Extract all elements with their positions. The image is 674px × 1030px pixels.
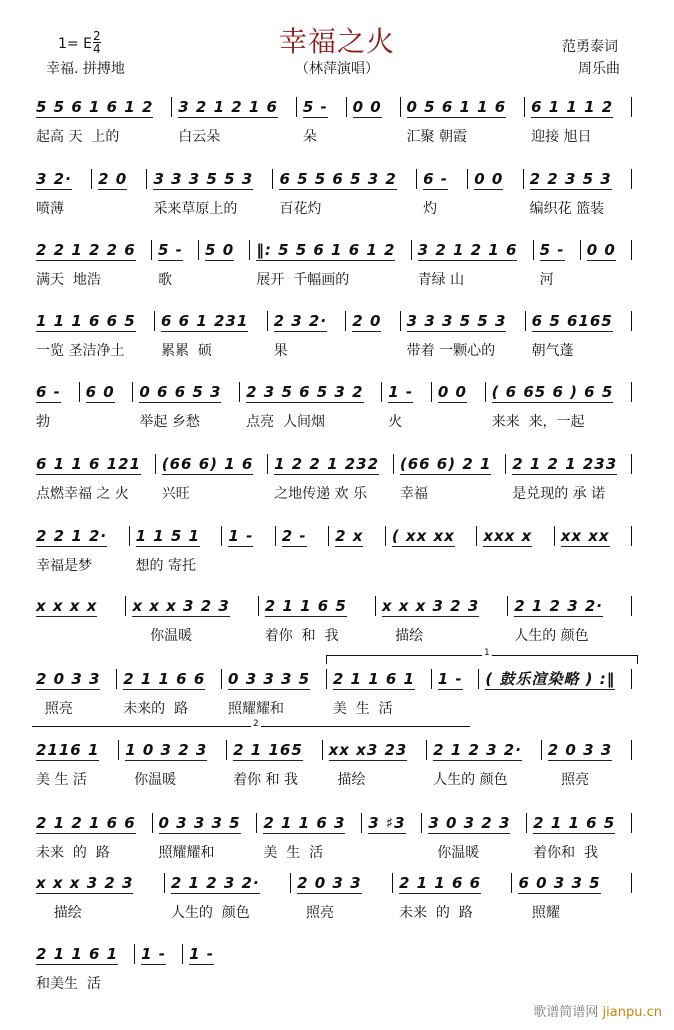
measure-lyrics [438,411,479,431]
measure [222,525,274,575]
bar-line [631,97,632,117]
measure [268,310,346,360]
measure [432,668,479,718]
measure-notes: 2 3 2· [273,312,328,330]
measure-notes: 2 0 3 3 [297,874,362,892]
measure-notes: 2 1 1 6 1 [36,945,119,963]
measure-notes: 6 1 1 1 2 [531,98,614,116]
measure-lyrics: 起高 天 上的 [36,129,120,145]
measure-lyrics: 火 [388,414,403,430]
measure [135,943,182,993]
measure-lyrics: 照耀耀和 [228,701,285,717]
measure-lyrics: 点燃幸福 之 火 [36,486,129,502]
bar-line [631,669,632,689]
measure-notes: 5 - [302,98,328,116]
measure [394,453,505,503]
measure-lyrics [438,698,473,718]
measure [525,96,631,146]
measure [329,525,385,575]
measure-notes: ( 6 65 6 ) 6 5 [491,383,614,401]
measure-notes: 2 0 3 3 [36,670,101,688]
bar-line [631,382,632,402]
measure-notes: 6 0 [85,383,115,401]
measure-lyrics: 喷薄 [36,201,64,217]
bar-line [631,596,632,616]
measure-lyrics: 未来 的 路 [398,905,473,921]
measure-lyrics: 之地传递 欢 乐 [274,486,368,502]
measure-lyrics: 照耀 [518,905,560,921]
score-row [30,525,632,575]
measure [486,381,631,431]
measure-notes: xx x3 23 [328,741,408,759]
measure-lyrics: 人生的 颜色 [514,628,589,644]
measure [130,525,222,575]
measure [347,96,400,146]
score-row [30,595,632,645]
measure [291,872,392,922]
measure-notes: xx xx [560,527,610,545]
measure-lyrics: 编织花 篮装 [529,201,605,217]
measure-lyrics: 照耀耀和 [158,845,215,861]
measure-lyrics: 点亮 人间烟 [246,414,326,430]
measure [297,96,346,146]
score-row [30,168,632,218]
measure-notes: 5 - [157,241,183,259]
measure [30,381,79,431]
score-row [30,453,632,503]
measure-notes: 2 1 1 6 1 [332,670,415,688]
measure-lyrics: 迎接 旭日 [531,129,592,145]
measure [362,812,421,862]
measure [30,872,164,922]
measure [508,595,631,645]
measure-notes: 0 0 [586,241,616,259]
bar-line [631,740,632,760]
measure-lyrics: 一览 圣洁净土 [36,343,125,359]
measure [393,872,512,922]
measure-notes: 0 5 6 1 1 6 [406,98,507,116]
measure-notes: 2 3 5 6 5 3 2 [246,383,364,401]
measure [133,381,239,431]
measure [222,668,326,718]
measure-lyrics: 朝气蓬 [531,343,574,359]
measure-notes: 2 1 1 6 6 [398,874,482,892]
measure-lyrics: 灼 [423,201,438,217]
measure-notes: 3 2 1 2 1 6 [178,98,278,116]
measure-lyrics [587,269,625,289]
measure-lyrics: 果 [273,343,288,359]
measure-lyrics [353,126,394,146]
time-signature [93,30,101,55]
measure-lyrics: 累累 硕 [161,343,212,359]
measure-notes: 2 1 1 6 5 [533,814,616,832]
measure-lyrics: 美 生 活 [36,772,87,788]
measure [581,239,631,289]
measure-notes: 5 5 6 1 6 1 2 [36,98,154,116]
measure-notes: 2 1 1 6 3 [263,814,346,832]
measure [555,525,631,575]
volta-2-label: 2 [253,719,259,729]
measure-lyrics [141,973,176,993]
bar-line [631,873,632,893]
score-row [30,872,632,922]
measure-lyrics: 美 生 活 [263,845,324,861]
measure-notes: 6 5 5 6 5 3 2 [279,170,397,188]
measure [346,310,399,360]
measure-notes: 2 1 1 6 6 [123,670,206,688]
measure [250,239,410,289]
measure [268,453,393,503]
measure-lyrics [189,973,224,993]
measure-notes: 3 3 3 5 5 3 [153,170,254,188]
measure-lyrics: 照亮 [36,701,73,717]
measure-notes: 6 5 6165 [531,312,613,330]
measure-lyrics: 来来 来，一起 [491,414,585,430]
measure-lyrics: 你温暖 [428,845,480,861]
composer-credit: 周乐曲 [578,61,620,77]
measure-lyrics: 人生的 颜色 [170,905,250,921]
measure [30,453,155,503]
score-row [30,943,230,993]
measure [432,381,485,431]
time-top: 2 [93,29,101,43]
measure-lyrics: 歌 [157,272,172,288]
measure-notes: 2 0 [352,312,382,330]
measure-notes: 6 0 3 3 5 [518,874,601,892]
bar-line [631,526,632,546]
measure-lyrics [335,555,379,575]
score-row [30,668,632,718]
watermark-text: 歌谱简谱网 [533,1005,599,1020]
measure-lyrics: 描绘 [328,772,366,788]
measure [80,381,133,431]
measure-lyrics: 百花灼 [279,201,322,217]
volta-1-label: 1 [484,648,490,658]
measure [30,739,118,789]
measure [524,168,631,218]
measure-notes: 1 - [141,945,167,963]
measure-notes: xxx x [483,527,533,545]
measure-notes: x x x 3 2 3 [132,597,230,615]
measure-lyrics [228,555,268,575]
measure-notes: 1 1 1 6 6 5 [36,312,136,330]
measure [30,943,134,993]
measure [427,739,541,789]
measure-notes: 2 - [281,527,307,545]
measure-notes: 0 0 [352,98,382,116]
expression-marking: 幸福. 拼搏地 [46,61,125,77]
measure-notes: 2 1 2 3 2· [514,597,604,615]
measure-notes: 0 0 [437,383,467,401]
measure-lyrics: 照亮 [297,905,335,921]
measure-notes: 0 3 3 3 5 [158,814,241,832]
measure [30,239,151,289]
song-title: 幸福之火 [278,25,395,58]
measure-lyrics: 展开 千幅画的 [256,272,350,288]
measure-lyrics: 照亮 [547,772,590,788]
measure [240,381,381,431]
singer-credit: （林萍演唱） [295,61,379,77]
volta-1-bracket [326,648,638,664]
measure [506,453,631,503]
measure [542,739,631,789]
measure-lyrics: 你温暖 [125,772,177,788]
measure-lyrics: 带着 一颗心的 [406,343,496,359]
measure-notes: 5 - [539,241,565,259]
measure [227,739,321,789]
measure-lyrics: 人生的 颜色 [433,772,508,788]
measure-lyrics [205,269,243,289]
measure-lyrics: 着你 和 我 [233,772,299,788]
measure-lyrics: 是兑现的 承 诺 [512,486,606,502]
measure-lyrics: 朵 [302,129,317,145]
score-row [30,381,632,431]
measure [257,812,361,862]
measure [147,168,272,218]
measure-notes: 2116 1 [36,741,100,759]
measure-lyrics [483,555,547,575]
measure [527,812,631,862]
measure-lyrics [392,555,470,575]
measure-notes: 0 6 6 5 3 [139,383,222,401]
measure [30,310,154,360]
measure [199,239,249,289]
measure [153,812,257,862]
measure-lyrics: 幸福 [399,486,428,502]
measure-lyrics: 未来的 路 [123,701,189,717]
measure-notes: 1 - [437,670,463,688]
measure-notes: 2 0 3 3 [547,741,613,759]
measure-notes: 3 2 1 2 1 6 [417,241,518,259]
measure [126,595,257,645]
measure-lyrics: 满天 地浩 [36,272,101,288]
measure-lyrics: 和美生 活 [36,976,101,992]
score-row [30,239,632,289]
measure-lyrics: 你温暖 [132,628,193,644]
measure [468,168,522,218]
measure [92,168,146,218]
measure [477,525,553,575]
measure-notes: ‖: 5 5 6 1 6 1 2 [256,241,396,259]
measure [376,595,507,645]
measure-lyrics: 青绿 山 [417,272,465,288]
measure-notes: 5 0 [205,241,235,259]
measure-notes: 3 3 3 5 5 3 [406,312,507,330]
measure [273,168,416,218]
measure-notes: 1 1 5 1 [135,527,200,545]
measure-notes: x x x x [36,597,98,615]
measure-lyrics [86,411,127,431]
measure-notes: 2 1 2 1 233 [512,455,618,473]
measure-notes: 2 1 2 3 2· [170,874,260,892]
measure-notes: 3 2· [36,170,72,188]
measure-lyrics [561,555,625,575]
bar-line [631,169,632,189]
measure-lyrics: 幸福是梦 [36,558,92,574]
watermark-site: jianpu.cn [602,1005,662,1020]
measure [30,812,152,862]
measure-lyrics [352,340,393,360]
volta-2-bracket [32,719,470,735]
watermark [533,1001,662,1020]
measure-lyrics: 着你和 我 [533,845,599,861]
measure-notes: 3 ♯3 [368,814,406,832]
measure-notes: 1 2 2 1 232 [274,455,380,473]
measure-lyrics: 白云朵 [178,129,221,145]
measure-notes: 1 - [388,383,414,401]
measure [30,96,171,146]
measure-notes: x x x 3 2 3 [381,597,480,615]
measure [183,943,230,993]
measure-lyrics: 描绘 [381,628,424,644]
measure [401,96,525,146]
measure-lyrics: 想的 寄托 [135,558,197,574]
measure-notes: 3 0 3 2 3 [428,814,511,832]
measure-lyrics [36,625,119,645]
measure-notes: ( 鼓乐渲染略 ) :‖ [485,670,616,688]
bar-line [631,311,632,331]
measure-lyrics [98,198,140,218]
score-row [30,310,632,360]
measure-notes: 2 1 1 6 5 [264,597,347,615]
measure [119,739,226,789]
measure-notes: x x x 3 2 3 [36,874,134,892]
measure-notes: 0 0 [474,170,504,188]
measure-notes: 6 - [36,383,61,401]
measure [155,310,267,360]
measure-notes: 2 1 2 1 6 6 [36,814,136,832]
measure-notes: (66 6) 1 6 [161,455,254,473]
measure [422,812,526,862]
measure-notes: 6 6 1 231 [161,312,249,330]
bar-line [631,240,632,260]
measure [327,668,431,718]
measure-lyrics: 未来 的 路 [36,845,110,861]
measure [382,381,431,431]
measure [276,525,328,575]
measure-lyrics [368,842,415,862]
measure-lyrics: 举起 乡愁 [139,414,200,430]
measure-lyrics: 勃 [36,414,50,430]
measure-notes: 1 - [189,945,214,963]
bar-line [631,454,632,474]
measure [30,525,129,575]
measure-notes: 2 x [335,527,364,545]
measure [401,310,525,360]
measure-lyrics [485,698,625,718]
measure [165,872,290,922]
measure [479,668,631,718]
score-row [30,96,632,146]
measure-lyrics: 着你 和 我 [264,628,339,644]
measure-notes: 2 2 1 2· [36,527,108,545]
measure [412,239,533,289]
key-signature: 1= E [58,36,92,52]
score-row [30,812,632,862]
measure-lyrics: 采来草原上的 [153,201,238,217]
measure-lyrics: 汇聚 朝霞 [406,129,467,145]
measure [259,595,375,645]
measure-notes: 6 1 1 6 121 [36,455,141,473]
measure-notes: 2 1 165 [233,741,303,759]
measure-lyrics: 美 生 活 [332,701,393,717]
measure-notes: 2 0 [98,170,128,188]
measure [156,453,267,503]
measure-notes: 1 0 3 2 3 [125,741,208,759]
measure [526,310,631,360]
measure-notes: ( xx xx [391,527,455,545]
measure-lyrics: 描绘 [36,905,82,921]
measure [117,668,221,718]
measure [512,872,631,922]
bar-line [631,813,632,833]
measure-notes: (66 6) 2 1 [399,455,492,473]
measure [534,239,580,289]
measure-notes: 2 2 1 2 2 6 [36,241,136,259]
measure-lyrics: 河 [539,272,554,288]
measure-notes: 2 1 2 3 2· [433,741,522,759]
measure-lyrics: 兴旺 [161,486,190,502]
score-row [30,739,632,789]
time-bottom: 4 [93,42,101,56]
measure-lyrics [282,555,322,575]
measure [417,168,467,218]
measure-notes: 0 3 3 3 5 [228,670,311,688]
lyricist-credit: 范勇泰词 [562,39,618,55]
measure-notes: 6 - [423,170,448,188]
measure [30,168,91,218]
measure [323,739,427,789]
measure [30,668,116,718]
measure [386,525,476,575]
measure [172,96,296,146]
measure-notes: 1 - [228,527,254,545]
measure-notes: 2 2 3 5 3 [529,170,612,188]
measure [152,239,198,289]
measure-lyrics [474,198,516,218]
measure [30,595,125,645]
